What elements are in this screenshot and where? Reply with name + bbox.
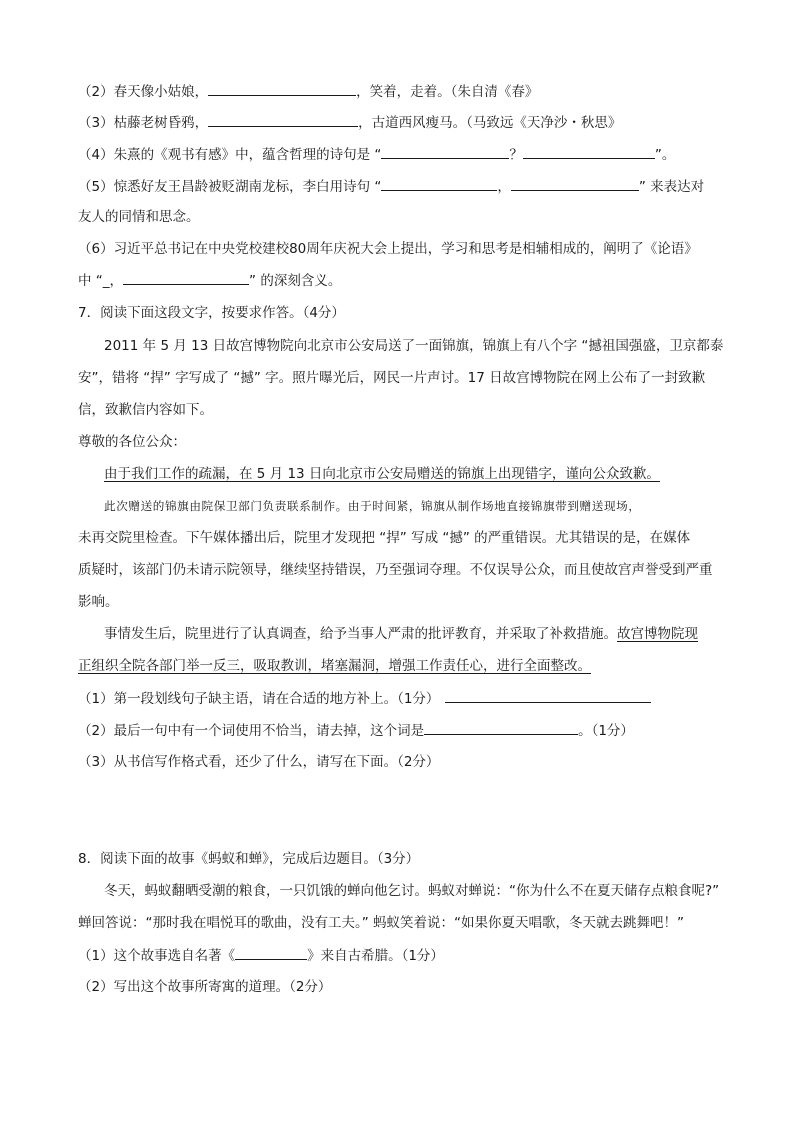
q6-line-6: （6）习近平总书记在中央党校建校80周年庆祝大会上提出，学习和思考是相辅相成的，阐明了《论语》 <box>78 241 698 257</box>
answer-blank[interactable] <box>381 144 509 159</box>
q8-subquestion-1: （1）这个故事选自名著《 》来自古希腊。（1分） <box>78 945 444 966</box>
q7-paragraph-line: 安”，错将 “捍” 字写成了 “撼” 字。照片曝光后，网民一片声讨。17 日故宫博物院在网上公布了一封致歉 <box>78 370 706 386</box>
q8-heading: 8．阅读下面的故事《蚂蚁和蝉》，完成后边题目。（3分） <box>78 851 420 867</box>
letter-body-line: 影响。 <box>78 594 119 610</box>
letter-body-line: 此次赠送的锦旗由院保卫部门负责联系制作。由于时间紧，锦旗从制作场地直接锦旗带到赠送现场， <box>104 499 641 513</box>
underlined-sentence-1: 由于我们工作的疏漏，在 5 月 13 日向北京市公安局赠送的锦旗上出现错字，谨向公众致歉。 <box>104 466 660 482</box>
letter-salutation: 尊敬的各位公众： <box>78 434 186 450</box>
answer-blank[interactable] <box>445 688 651 703</box>
q8-paragraph-line: 冬天，蚂蚁翻晒受潮的粮食，一只饥饿的蝉向他乞讨。蚂蚁对蝉说：“你为什么不在夏天储存点粮食呢?” <box>104 883 720 899</box>
answer-blank[interactable] <box>424 720 578 735</box>
answer-blank[interactable] <box>511 176 639 191</box>
underlined-sentence-2: 故宫博物院现 <box>617 626 698 642</box>
answer-blank[interactable] <box>208 81 356 96</box>
answer-blank[interactable] <box>208 112 358 127</box>
letter-body-line: 未再交院里检查。下午媒体播出后，院里才发现把 “捍” 写成 “撼” 的严重错误。尤其错误的是，在媒体 <box>78 530 691 546</box>
q7-heading: 7．阅读下面这段文字，按要求作答。（4分） <box>78 305 345 321</box>
q6-line-4: （4）朱熹的《观书有感》中，蕴含哲理的诗句是 “ ？ ”。 <box>78 144 675 165</box>
q7-paragraph-line: 2011 年 5 月 13 日故宫博物院向北京市公安局送了一面锦旗，锦旗上有八个字 “撼祖国强盛，卫京都泰 <box>104 338 724 354</box>
answer-blank[interactable] <box>123 270 249 285</box>
letter-body-line: 质疑时，该部门仍未请示院领导，继续坚持错误，乃至强词夺理。不仅误导公众，而且使故宫声誉受到严重 <box>78 562 713 578</box>
q6-line-5: （5）惊悉好友王昌龄被贬湖南龙标，李白用诗句 “ ， ” 来表达对 <box>78 176 704 197</box>
q7-subquestion-1: （1）第一段划线句子缺主语，请在合适的地方补上。（1分） <box>78 688 651 709</box>
answer-blank[interactable] <box>235 945 307 960</box>
q6-line-5-cont: 友人的同情和思念。 <box>78 209 200 225</box>
q7-subquestion-3: （3）从书信写作格式看，还少了什么，请写在下面。（2分） <box>78 754 440 770</box>
q8-paragraph-line: 蝉回答说：“那时我在唱悦耳的歌曲，没有工夫。” 蚂蚁笑着说：“如果你夏天唱歌，冬天就去跳舞吧！” <box>78 915 685 931</box>
q6-line-2: （2）春天像小姑娘， ，笑着，走着。（朱自清《春》 <box>78 81 538 102</box>
underlined-sentence-2-cont: 正组织全院各部门举一反三，吸取教训，堵塞漏洞，增强工作责任心，进行全面整改。 <box>78 658 591 674</box>
answer-blank[interactable] <box>523 144 655 159</box>
q6-line-6-cont: 中 “_， ” 的深刻含义。 <box>78 270 341 291</box>
q7-paragraph-line: 信，致歉信内容如下。 <box>78 402 213 418</box>
q6-line-3: （3）枯藤老树昏鸦， ，古道西风瘦马。（马致远《天净沙・秋思》 <box>78 112 621 133</box>
q8-subquestion-2: （2）写出这个故事所寄寓的道理。（2分） <box>78 979 332 995</box>
letter-body-line: 事情发生后，院里进行了认真调查，给予当事人严肃的批评教育，并采取了补救措施。故宫博物院现 <box>104 626 698 642</box>
q7-subquestion-2: （2）最后一句中有一个词使用不恰当，请去掉，这个词是 。（1分） <box>78 720 634 741</box>
answer-blank[interactable] <box>381 176 497 191</box>
